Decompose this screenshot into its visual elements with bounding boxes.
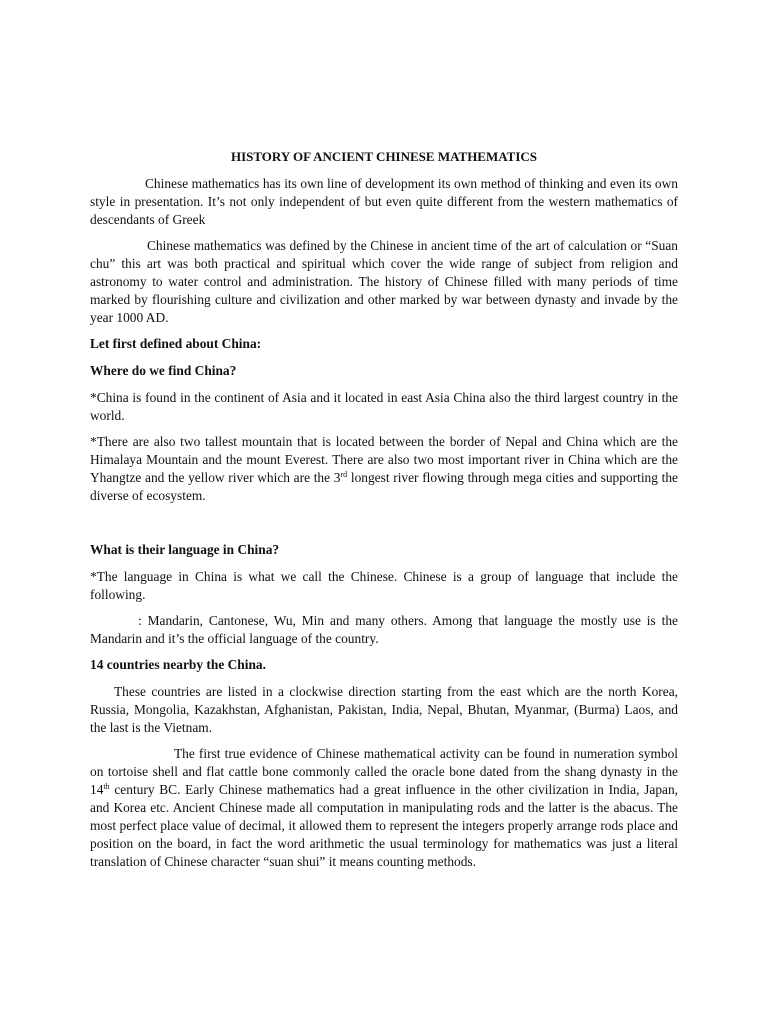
superscript-rd: rd — [340, 470, 348, 479]
paragraph-definition: Chinese mathematics was defined by the Chinese in ancient time of the art of calculation or “Suan chu” this art was both practical and spiritual which cover the wide range of subject from religion and astronomy to water control and administration. The history of Chinese filled with many periods of time marked by flourishing culture and civilization and other marked by war between dynasty and invade by the year 1000 AD. — [90, 238, 678, 325]
paragraph-language: *The language in China is what we call the Chinese. Chinese is a group of language that include the following. — [90, 569, 678, 602]
paragraph-mountains-rivers-text-a: *There are also two tallest mountain that is located between the border of Nepal and China which are the Himalaya Mountain and the mount Everest. There are also two most important river in China which are the Yhangtze and the yellow river which are the 3 — [90, 434, 678, 485]
heading-define-china: Let first defined about China: — [90, 336, 262, 351]
paragraph-china-location: *China is found in the continent of Asia and it located in east Asia China also the third largest country in the world. — [90, 390, 678, 423]
paragraph-evidence-text-b: century BC. Early Chinese mathematics had a great influence in the other civilization in India, Japan, and Korea etc. Ancient Chinese made all computation in manipulating rods and the latter is the abacus. The most perfect place value of decimal, it allowed them to represent the integers properly arrange rods place and position on the board, in fact the word arithmetic the usual terminology for mathematics was just a literal translation of Chinese character “suan shui” it means counting methods. — [90, 782, 678, 869]
heading-language: What is their language in China? — [90, 542, 280, 557]
paragraph-intro: Chinese mathematics has its own line of development its own method of thinking and even its own style in presentation. It’s not only independent of but even quite different from the western mathematics of descendants of Greek — [90, 176, 678, 227]
superscript-th: th — [103, 782, 110, 791]
paragraph-evidence — [90, 745, 678, 871]
paragraph-evidence-text-a: The first true evidence of Chinese mathematical activity can be found in numeration symbol on tortoise shell and flat cattle bone commonly called the oracle bone dated from the shang dynasty in the 14 — [90, 746, 678, 797]
paragraph-mountains-rivers-text-b: longest river flowing through mega cities and supporting the diverse of ecosystem. — [90, 470, 678, 503]
heading-where-china: Where do we find China? — [90, 363, 237, 378]
document-body — [90, 148, 678, 879]
spacer — [90, 513, 678, 541]
heading-nearby-countries: 14 countries nearby the China. — [90, 657, 266, 672]
paragraph-mountains-rivers — [90, 433, 678, 505]
paragraph-countries: These countries are listed in a clockwise direction starting from the east which are the north Korea, Russia, Mongolia, Kazakhstan, Afghanistan, Pakistan, India, Nepal, Bhutan, Myanmar, (Burma) Laos, and the last is the Vietnam. — [90, 684, 678, 735]
paragraph-language-list: : Mandarin, Cantonese, Wu, Min and many others. Among that language the mostly use is the Mandarin and it’s the official language of the country. — [90, 613, 678, 646]
document-title: HISTORY OF ANCIENT CHINESE MATHEMATICS — [230, 149, 538, 164]
